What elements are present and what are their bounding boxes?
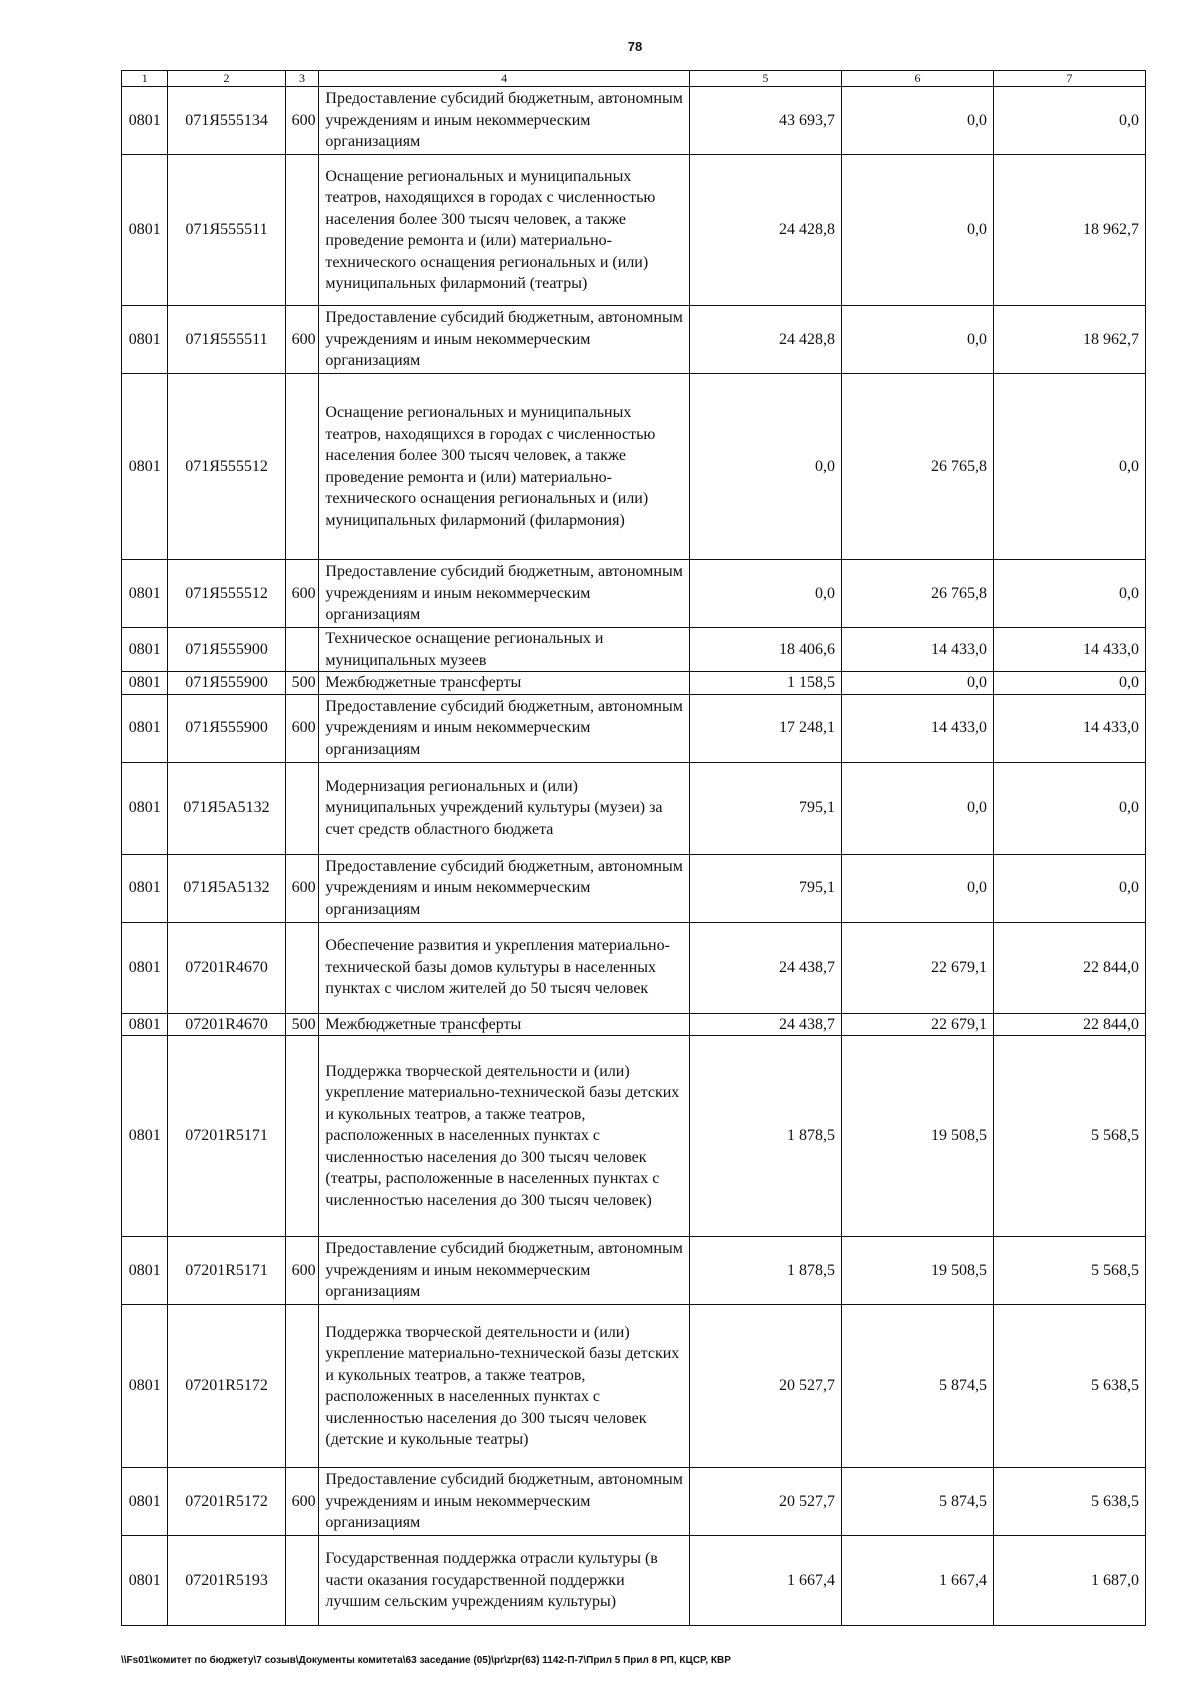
table-row: [122, 1036, 1146, 1237]
amount-col7: 14 433,0: [993, 628, 1145, 672]
table-header: [122, 71, 1146, 87]
amount-col5: 0,0: [689, 560, 841, 628]
section-code: 0801: [122, 560, 168, 628]
table-row: [122, 87, 1146, 155]
amount-col5: 1 878,5: [689, 1036, 841, 1237]
amount-col6: 5 874,5: [841, 1468, 993, 1536]
expense-type-code: [285, 628, 319, 672]
table-row: [122, 628, 1146, 672]
target-article-code: 071Я555900: [168, 694, 285, 762]
amount-col7: 5 568,5: [993, 1237, 1145, 1305]
amount-col7: 5 638,5: [993, 1468, 1145, 1536]
item-name: Оснащение региональных и муниципальных театров, находящихся в городах с численностью населения более 300 тысяч человек, а также проведение ремонта и (или) материально-технического оснащения региональных и (или) муниципальных филармоний (театры): [319, 155, 690, 306]
item-name: Обеспечение развития и укрепления материально-технической базы домов культуры в населенных пунктах с числом жителей до 50 тысяч человек: [319, 922, 690, 1013]
amount-col6: 14 433,0: [841, 694, 993, 762]
expense-type-code: [285, 762, 319, 854]
amount-col7: 22 844,0: [993, 1013, 1145, 1036]
amount-col6: 22 679,1: [841, 922, 993, 1013]
table-row: [122, 1536, 1146, 1626]
amount-col6: 14 433,0: [841, 628, 993, 672]
column-header: 6: [841, 71, 993, 87]
target-article-code: 071Я5А5132: [168, 762, 285, 854]
section-code: 0801: [122, 1013, 168, 1036]
expense-type-code: [285, 374, 319, 560]
item-name: Предоставление субсидий бюджетным, автономным учреждениям и иным некоммерческим организациям: [319, 87, 690, 155]
target-article-code: 071Я555511: [168, 155, 285, 306]
amount-col5: 24 428,8: [689, 306, 841, 374]
target-article-code: 071Я555511: [168, 306, 285, 374]
expense-type-code: 600: [285, 1237, 319, 1305]
expense-type-code: 600: [285, 560, 319, 628]
table-row: [122, 1305, 1146, 1468]
amount-col6: 19 508,5: [841, 1036, 993, 1237]
expense-type-code: [285, 1036, 319, 1237]
target-article-code: 07201R5172: [168, 1305, 285, 1468]
table-row: [122, 694, 1146, 762]
target-article-code: 07201R5171: [168, 1237, 285, 1305]
amount-col6: 0,0: [841, 87, 993, 155]
item-name: Техническое оснащение региональных и муниципальных музеев: [319, 628, 690, 672]
section-code: 0801: [122, 672, 168, 695]
amount-col7: 0,0: [993, 854, 1145, 922]
page-number: 78: [627, 39, 643, 54]
amount-col6: 0,0: [841, 306, 993, 374]
amount-col5: 17 248,1: [689, 694, 841, 762]
amount-col6: 26 765,8: [841, 374, 993, 560]
amount-col6: 19 508,5: [841, 1237, 993, 1305]
section-code: 0801: [122, 1036, 168, 1237]
column-header: 5: [689, 71, 841, 87]
section-code: 0801: [122, 1305, 168, 1468]
target-article-code: 07201R5193: [168, 1536, 285, 1626]
column-header: 7: [993, 71, 1145, 87]
target-article-code: 071Я555512: [168, 560, 285, 628]
expense-type-code: [285, 155, 319, 306]
amount-col5: 18 406,6: [689, 628, 841, 672]
table-row: [122, 155, 1146, 306]
section-code: 0801: [122, 1468, 168, 1536]
amount-col5: 24 438,7: [689, 1013, 841, 1036]
target-article-code: 071Я555134: [168, 87, 285, 155]
expense-type-code: 600: [285, 306, 319, 374]
amount-col5: 1 667,4: [689, 1536, 841, 1626]
table-row: [122, 672, 1146, 695]
section-code: 0801: [122, 87, 168, 155]
amount-col5: 24 438,7: [689, 922, 841, 1013]
item-name: Предоставление субсидий бюджетным, автономным учреждениям и иным некоммерческим организациям: [319, 1468, 690, 1536]
amount-col7: 5 638,5: [993, 1305, 1145, 1468]
amount-col5: 0,0: [689, 374, 841, 560]
amount-col5: 1 158,5: [689, 672, 841, 695]
section-code: 0801: [122, 1237, 168, 1305]
amount-col6: 26 765,8: [841, 560, 993, 628]
section-code: 0801: [122, 922, 168, 1013]
amount-col7: 18 962,7: [993, 155, 1145, 306]
budget-table: [121, 70, 1146, 1626]
table-row: [122, 1013, 1146, 1036]
item-name: Предоставление субсидий бюджетным, автономным учреждениям и иным некоммерческим организациям: [319, 854, 690, 922]
expense-type-code: 500: [285, 1013, 319, 1036]
amount-col7: 14 433,0: [993, 694, 1145, 762]
item-name: Предоставление субсидий бюджетным, автономным учреждениям и иным некоммерческим организациям: [319, 694, 690, 762]
expense-type-code: [285, 1536, 319, 1626]
column-header: 4: [319, 71, 690, 87]
amount-col5: 24 428,8: [689, 155, 841, 306]
amount-col7: 18 962,7: [993, 306, 1145, 374]
column-header: 3: [285, 71, 319, 87]
target-article-code: 071Я5А5132: [168, 854, 285, 922]
amount-col7: 22 844,0: [993, 922, 1145, 1013]
amount-col5: 20 527,7: [689, 1468, 841, 1536]
section-code: 0801: [122, 762, 168, 854]
amount-col5: 1 878,5: [689, 1237, 841, 1305]
section-code: 0801: [122, 694, 168, 762]
table-row: [122, 762, 1146, 854]
table-row: [122, 560, 1146, 628]
section-code: 0801: [122, 1536, 168, 1626]
target-article-code: 07201R4670: [168, 922, 285, 1013]
amount-col7: 0,0: [993, 560, 1145, 628]
item-name: Оснащение региональных и муниципальных театров, находящихся в городах с численностью населения более 300 тысяч человек, а также проведение ремонта и (или) материально-технического оснащения региональных и (или) муниципальных филармоний (филармония): [319, 374, 690, 560]
table-row: [122, 854, 1146, 922]
item-name: Предоставление субсидий бюджетным, автономным учреждениям и иным некоммерческим организациям: [319, 1237, 690, 1305]
expense-type-code: [285, 1305, 319, 1468]
item-name: Поддержка творческой деятельности и (или) укрепление материально-технической базы детских и кукольных театров, а также театров, расположенных в населенных пунктах с численностью населения до 300 тысяч человек (театры, расположенные в населенных пунктах с численностью населения до 300 тысяч человек): [319, 1036, 690, 1237]
amount-col6: 0,0: [841, 762, 993, 854]
amount-col7: 0,0: [993, 672, 1145, 695]
amount-col6: 22 679,1: [841, 1013, 993, 1036]
amount-col6: 0,0: [841, 155, 993, 306]
table-row: [122, 922, 1146, 1013]
target-article-code: 07201R5171: [168, 1036, 285, 1237]
item-name: Предоставление субсидий бюджетным, автономным учреждениям и иным некоммерческим организациям: [319, 306, 690, 374]
amount-col5: 795,1: [689, 854, 841, 922]
amount-col7: 1 687,0: [993, 1536, 1145, 1626]
section-code: 0801: [122, 854, 168, 922]
table-row: [122, 1468, 1146, 1536]
expense-type-code: [285, 922, 319, 1013]
expense-type-code: 500: [285, 672, 319, 695]
amount-col5: 20 527,7: [689, 1305, 841, 1468]
table-row: [122, 1237, 1146, 1305]
amount-col7: 0,0: [993, 374, 1145, 560]
amount-col6: 5 874,5: [841, 1305, 993, 1468]
item-name: Модернизация региональных и (или) муниципальных учреждений культуры (музеи) за счет средств областного бюджета: [319, 762, 690, 854]
column-header: 2: [168, 71, 285, 87]
expense-type-code: 600: [285, 854, 319, 922]
item-name: Межбюджетные трансферты: [319, 672, 690, 695]
target-article-code: 071Я555900: [168, 672, 285, 695]
expense-type-code: 600: [285, 1468, 319, 1536]
target-article-code: 071Я555900: [168, 628, 285, 672]
amount-col5: 43 693,7: [689, 87, 841, 155]
expense-type-code: 600: [285, 694, 319, 762]
target-article-code: 07201R5172: [168, 1468, 285, 1536]
section-code: 0801: [122, 155, 168, 306]
target-article-code: 07201R4670: [168, 1013, 285, 1036]
amount-col6: 0,0: [841, 672, 993, 695]
amount-col6: 1 667,4: [841, 1536, 993, 1626]
amount-col7: 5 568,5: [993, 1036, 1145, 1237]
item-name: Государственная поддержка отрасли культуры (в части оказания государственной поддержки лучшим сельским учреждениям культуры): [319, 1536, 690, 1626]
target-article-code: 071Я555512: [168, 374, 285, 560]
section-code: 0801: [122, 306, 168, 374]
item-name: Межбюджетные трансферты: [319, 1013, 690, 1036]
amount-col6: 0,0: [841, 854, 993, 922]
item-name: Поддержка творческой деятельности и (или) укрепление материально-технической базы детских и кукольных театров, а также театров, расположенных в населенных пунктах с численностью населения до 300 тысяч человек (детские и кукольные театры): [319, 1305, 690, 1468]
amount-col7: 0,0: [993, 87, 1145, 155]
footer-file-path: \\Fs01\комитет по бюджету\7 созыв\Документы комитета\63 заседание (05)\pr\zpr(63) 1142-П-7\Прил 5 Прил 8 РП, КЦСР, КВР: [121, 1655, 731, 1666]
item-name: Предоставление субсидий бюджетным, автономным учреждениям и иным некоммерческим организациям: [319, 560, 690, 628]
amount-col5: 795,1: [689, 762, 841, 854]
table-row: [122, 374, 1146, 560]
table-row: [122, 306, 1146, 374]
section-code: 0801: [122, 374, 168, 560]
amount-col7: 0,0: [993, 762, 1145, 854]
expense-type-code: 600: [285, 87, 319, 155]
column-header: 1: [122, 71, 168, 87]
section-code: 0801: [122, 628, 168, 672]
